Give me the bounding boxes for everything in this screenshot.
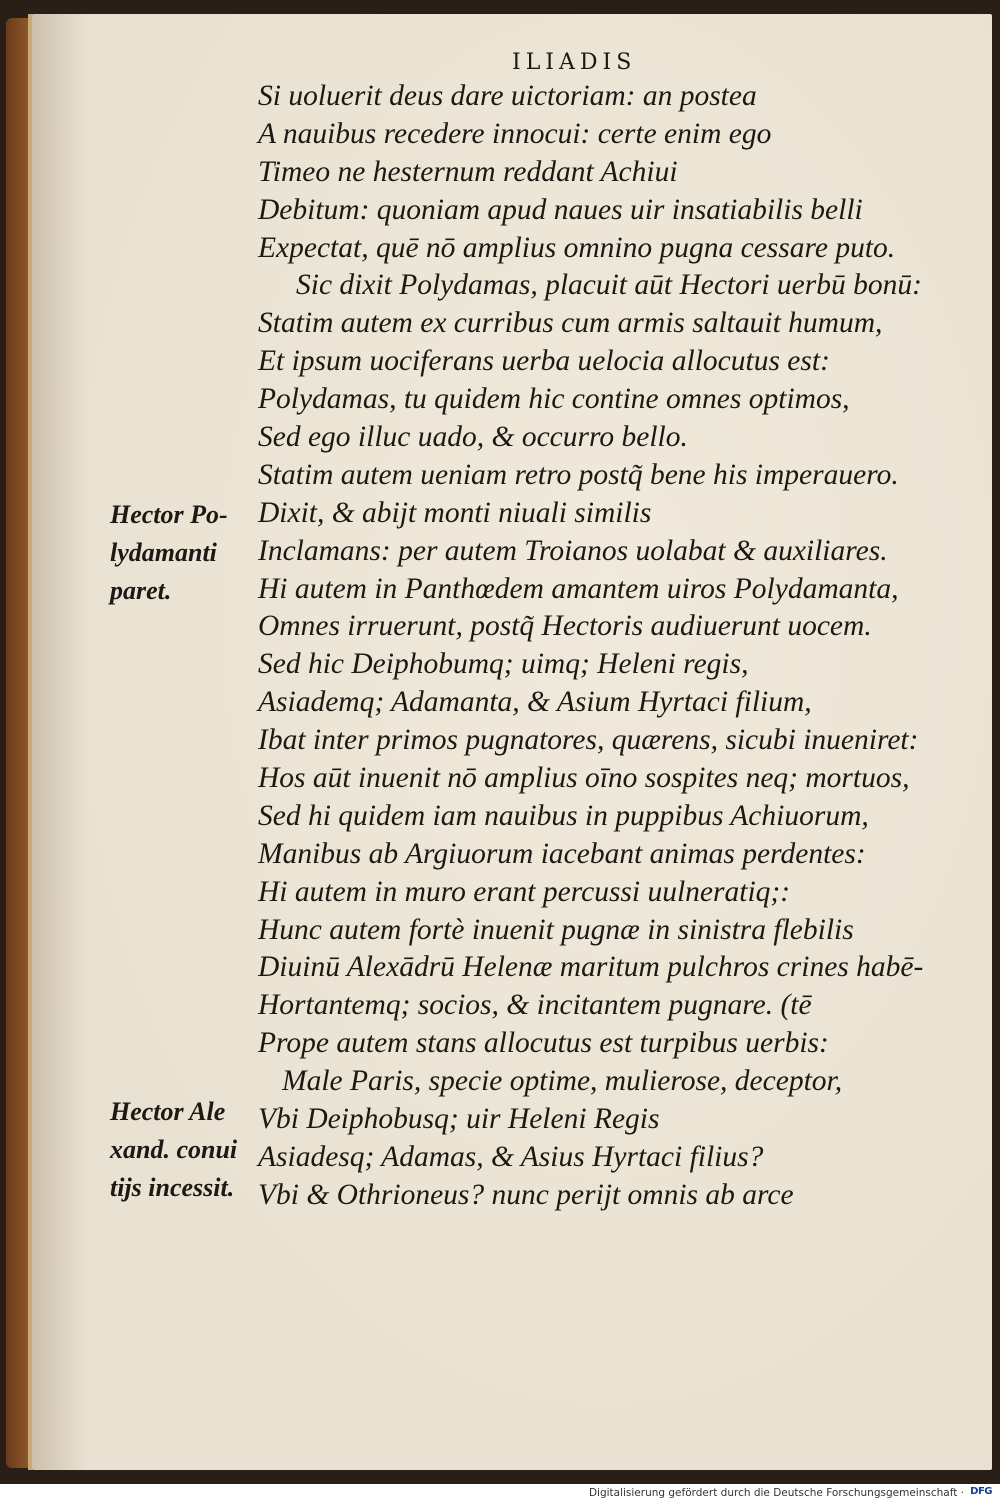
verse-line: Si uoluerit deus dare uictoriam: an postea	[258, 80, 757, 112]
verse-line: Vbi Deiphobusq; uir Heleni Regis	[258, 1103, 660, 1136]
marginal-note-line: Hector Ale	[110, 1097, 226, 1126]
verse-line: Polydamas, tu quidem hic contine omnes optimos,	[258, 383, 850, 416]
page-edge	[28, 14, 32, 1470]
verse-line: Statim autem ex curribus cum armis saltauit humum,	[258, 307, 883, 340]
dfg-logo: DFG	[970, 1486, 992, 1497]
marginal-note	[110, 1093, 260, 1207]
verse-line: Hi autem in muro erant percussi uulneratiq;:	[258, 875, 791, 908]
verse-line: Diuinū Alexādrū Helenæ maritum pulchros crines habē-	[258, 951, 924, 984]
verse-line: Sed ego illuc uado, & occurro bello.	[258, 421, 688, 454]
verse-line: A nauibus recedere innocui: certe enim ego	[258, 117, 772, 150]
verse-line: Sed hic Deiphobumq; uimq; Heleni regis,	[258, 648, 749, 681]
running-head: ILIADIS	[512, 50, 637, 75]
marginal-note-line: lydamanti	[110, 537, 217, 567]
verse-line: Debitum: quoniam apud naues uir insatiabilis belli	[258, 193, 863, 226]
marginal-note-line: Hector Po-	[110, 500, 228, 529]
verse-line: Asiademq; Adamanta, & Asium Hyrtaci filium,	[258, 686, 812, 719]
funding-credit: Digitalisierung gefördert durch die Deutsche Forschungsgemeinschaft ·	[588, 1487, 964, 1499]
verse-line: Vbi & Othrioneus? nunc perijt omnis ab arce	[258, 1178, 794, 1211]
verse-line: Statim autem ueniam retro postq̃ bene his imperauero.	[258, 458, 899, 491]
verse-line: Male Paris, specie optime, mulierose, deceptor,	[282, 1065, 843, 1098]
marginal-note	[110, 496, 260, 610]
verse-line: Sed hi quidem iam nauibus in puppibus Achiuorum,	[258, 799, 869, 832]
verse-line: Manibus ab Argiuorum iacebant animas perdentes:	[258, 837, 866, 870]
verse-line: Hos aūt inuenit nō amplius oīno sospites neq; mortuos,	[258, 762, 910, 795]
verse-line: Hortantemq; socios, & incitantem pugnare. (tē	[258, 989, 812, 1022]
verse-line: Hi autem in Panthœdem amantem uiros Polydamanta,	[258, 572, 899, 605]
marginal-note-line: xand. conui	[110, 1134, 238, 1164]
verse-line: Timeo ne hesternum reddant Achiui	[258, 155, 678, 188]
marginal-note-line: paret.	[110, 575, 172, 605]
verse-line: Dixit, & abijt monti niuali similis	[258, 496, 652, 529]
marginal-note-line: tijs incessit.	[110, 1172, 235, 1202]
verse-line: Ibat inter primos pugnatores, quærens, sicubi inueniret:	[258, 724, 919, 757]
verse-line: Asiadesq; Adamas, & Asius Hyrtaci filius?	[258, 1140, 764, 1173]
verse-line: Et ipsum uociferans uerba uelocia allocutus est:	[258, 345, 830, 378]
verse-text	[258, 78, 958, 1215]
verse-line: Expectat, quē nō amplius omnino pugna cessare puto.	[258, 231, 896, 264]
verse-line: Omnes irruerunt, postq̃ Hectoris audiuerunt uocem.	[258, 610, 872, 643]
verse-line: Inclamans: per autem Troianos uolabat & auxiliares.	[258, 534, 888, 567]
verse-line: Hunc autem fortè inuenit pugnæ in sinistra flebilis	[258, 913, 854, 946]
verse-line: Sic dixit Polydamas, placuit aūt Hectori uerbū bonū:	[296, 269, 922, 302]
verse-line: Prope autem stans allocutus est turpibus uerbis:	[258, 1027, 829, 1060]
